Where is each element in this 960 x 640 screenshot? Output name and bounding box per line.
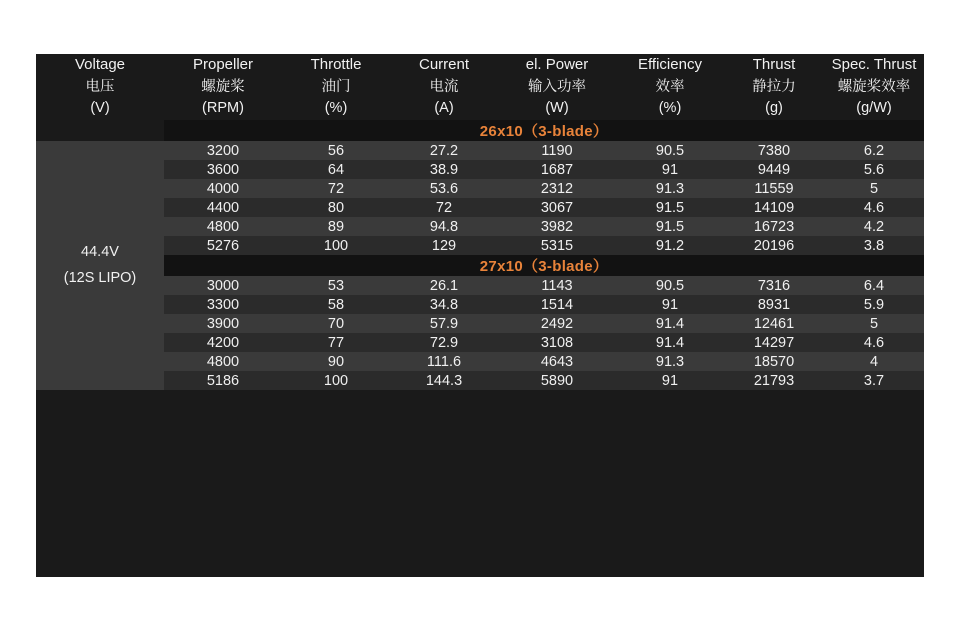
header-current [390, 54, 498, 120]
voltage-value: 44.4V [81, 244, 119, 261]
cell-spec-thrust: 6.2 [824, 141, 924, 160]
voltage-spacer [36, 120, 164, 141]
cell-efficiency: 91 [616, 371, 724, 390]
header-thrust [724, 54, 824, 120]
table-row [36, 295, 924, 314]
cell-rpm: 4200 [164, 333, 282, 352]
cell-power: 2492 [498, 314, 616, 333]
voltage-chemistry: (12S LIPO) [63, 269, 137, 286]
cell-rpm: 4400 [164, 198, 282, 217]
cell-throttle: 58 [282, 295, 390, 314]
spec-table-container [36, 54, 924, 577]
cell-rpm: 5276 [164, 236, 282, 255]
header-power [498, 54, 616, 120]
cell-spec-thrust: 4.2 [824, 217, 924, 236]
group-title-2: 27x10（3-blade） [164, 255, 924, 276]
cell-power: 3108 [498, 333, 616, 352]
cell-current: 38.9 [390, 160, 498, 179]
cell-throttle: 53 [282, 276, 390, 295]
cell-throttle: 100 [282, 371, 390, 390]
cell-rpm: 3200 [164, 141, 282, 160]
table-row [36, 198, 924, 217]
cell-spec-thrust: 3.8 [824, 236, 924, 255]
header-efficiency-unit: (%) [658, 100, 682, 117]
cell-power: 4643 [498, 352, 616, 371]
cell-power: 1143 [498, 276, 616, 295]
table-row [36, 333, 924, 352]
header-efficiency [616, 54, 724, 120]
header-power-unit: (W) [545, 100, 569, 117]
cell-efficiency: 91.5 [616, 217, 724, 236]
header-spec-thrust-en: Spec. Thrust [831, 56, 917, 73]
cell-power: 5315 [498, 236, 616, 255]
cell-thrust: 8931 [724, 295, 824, 314]
cell-current: 72 [390, 198, 498, 217]
cell-throttle: 72 [282, 179, 390, 198]
cell-efficiency: 90.5 [616, 276, 724, 295]
header-thrust-unit: (g) [765, 100, 783, 117]
header-propeller-en: Propeller [192, 56, 254, 73]
cell-thrust: 20196 [724, 236, 824, 255]
cell-throttle: 56 [282, 141, 390, 160]
cell-power: 3067 [498, 198, 616, 217]
cell-power: 3982 [498, 217, 616, 236]
cell-efficiency: 91.4 [616, 333, 724, 352]
cell-current: 94.8 [390, 217, 498, 236]
cell-efficiency: 90.5 [616, 141, 724, 160]
cell-thrust: 9449 [724, 160, 824, 179]
cell-current: 57.9 [390, 314, 498, 333]
cell-spec-thrust: 5 [824, 179, 924, 198]
cell-thrust: 16723 [724, 217, 824, 236]
cell-throttle: 89 [282, 217, 390, 236]
header-throttle-cn: 油门 [321, 78, 351, 95]
cell-spec-thrust: 5.9 [824, 295, 924, 314]
cell-efficiency: 91.3 [616, 179, 724, 198]
cell-current: 26.1 [390, 276, 498, 295]
header-voltage [36, 54, 164, 120]
cell-current: 34.8 [390, 295, 498, 314]
voltage-cell [36, 141, 164, 390]
cell-thrust: 14109 [724, 198, 824, 217]
header-throttle-en: Throttle [310, 56, 362, 73]
cell-thrust: 12461 [724, 314, 824, 333]
header-efficiency-en: Efficiency [638, 56, 702, 73]
cell-power: 1514 [498, 295, 616, 314]
cell-throttle: 64 [282, 160, 390, 179]
header-current-cn: 电流 [429, 78, 459, 95]
cell-current: 72.9 [390, 333, 498, 352]
cell-spec-thrust: 6.4 [824, 276, 924, 295]
table-row [36, 371, 924, 390]
motor-spec-table [36, 54, 924, 390]
table-row [36, 179, 924, 198]
header-current-unit: (A) [434, 100, 454, 117]
header-propeller-unit: (RPM) [202, 100, 244, 117]
header-throttle-unit: (%) [324, 100, 348, 117]
cell-throttle: 77 [282, 333, 390, 352]
header-spec-thrust-cn: 螺旋桨效率 [837, 78, 911, 95]
header-propeller [164, 54, 282, 120]
table-row [36, 276, 924, 295]
cell-current: 27.2 [390, 141, 498, 160]
cell-thrust: 14297 [724, 333, 824, 352]
cell-current: 53.6 [390, 179, 498, 198]
cell-current: 129 [390, 236, 498, 255]
cell-thrust: 18570 [724, 352, 824, 371]
cell-power: 5890 [498, 371, 616, 390]
cell-thrust: 11559 [724, 179, 824, 198]
cell-thrust: 7316 [724, 276, 824, 295]
cell-rpm: 5186 [164, 371, 282, 390]
group-header-row [36, 255, 924, 276]
cell-rpm: 4000 [164, 179, 282, 198]
cell-current: 144.3 [390, 371, 498, 390]
table-row [36, 141, 924, 160]
table-row [36, 160, 924, 179]
cell-spec-thrust: 3.7 [824, 371, 924, 390]
header-row [36, 54, 924, 120]
cell-thrust: 7380 [724, 141, 824, 160]
header-power-en: el. Power [525, 56, 589, 73]
cell-rpm: 4800 [164, 217, 282, 236]
cell-rpm: 3600 [164, 160, 282, 179]
header-voltage-unit: (V) [90, 100, 110, 117]
cell-throttle: 100 [282, 236, 390, 255]
header-spec-thrust-unit: (g/W) [856, 100, 892, 117]
header-propeller-cn: 螺旋桨 [201, 78, 245, 95]
cell-efficiency: 91.2 [616, 236, 724, 255]
cell-spec-thrust: 4.6 [824, 333, 924, 352]
header-spec-thrust [824, 54, 924, 120]
header-power-cn: 输入功率 [528, 78, 586, 95]
cell-spec-thrust: 5 [824, 314, 924, 333]
cell-rpm: 3900 [164, 314, 282, 333]
header-thrust-cn: 静拉力 [752, 78, 796, 95]
table-row [36, 236, 924, 255]
cell-rpm: 3000 [164, 276, 282, 295]
cell-thrust: 21793 [724, 371, 824, 390]
cell-rpm: 4800 [164, 352, 282, 371]
table-row [36, 352, 924, 371]
cell-efficiency: 91 [616, 295, 724, 314]
table-header [36, 54, 924, 120]
table-body [36, 120, 924, 390]
header-throttle [282, 54, 390, 120]
table-row [36, 217, 924, 236]
cell-efficiency: 91.5 [616, 198, 724, 217]
cell-power: 1190 [498, 141, 616, 160]
cell-rpm: 3300 [164, 295, 282, 314]
header-thrust-en: Thrust [752, 56, 796, 73]
header-voltage-en: Voltage [74, 56, 126, 73]
cell-throttle: 80 [282, 198, 390, 217]
cell-efficiency: 91.3 [616, 352, 724, 371]
header-current-en: Current [418, 56, 470, 73]
header-efficiency-cn: 效率 [655, 78, 685, 95]
cell-efficiency: 91.4 [616, 314, 724, 333]
cell-spec-thrust: 5.6 [824, 160, 924, 179]
cell-current: 111.6 [390, 352, 498, 371]
cell-power: 2312 [498, 179, 616, 198]
cell-spec-thrust: 4 [824, 352, 924, 371]
cell-throttle: 90 [282, 352, 390, 371]
group-header-row [36, 120, 924, 141]
cell-efficiency: 91 [616, 160, 724, 179]
cell-spec-thrust: 4.6 [824, 198, 924, 217]
header-voltage-cn: 电压 [85, 78, 115, 95]
table-row [36, 314, 924, 333]
group-title-1: 26x10（3-blade） [164, 120, 924, 141]
cell-throttle: 70 [282, 314, 390, 333]
cell-power: 1687 [498, 160, 616, 179]
